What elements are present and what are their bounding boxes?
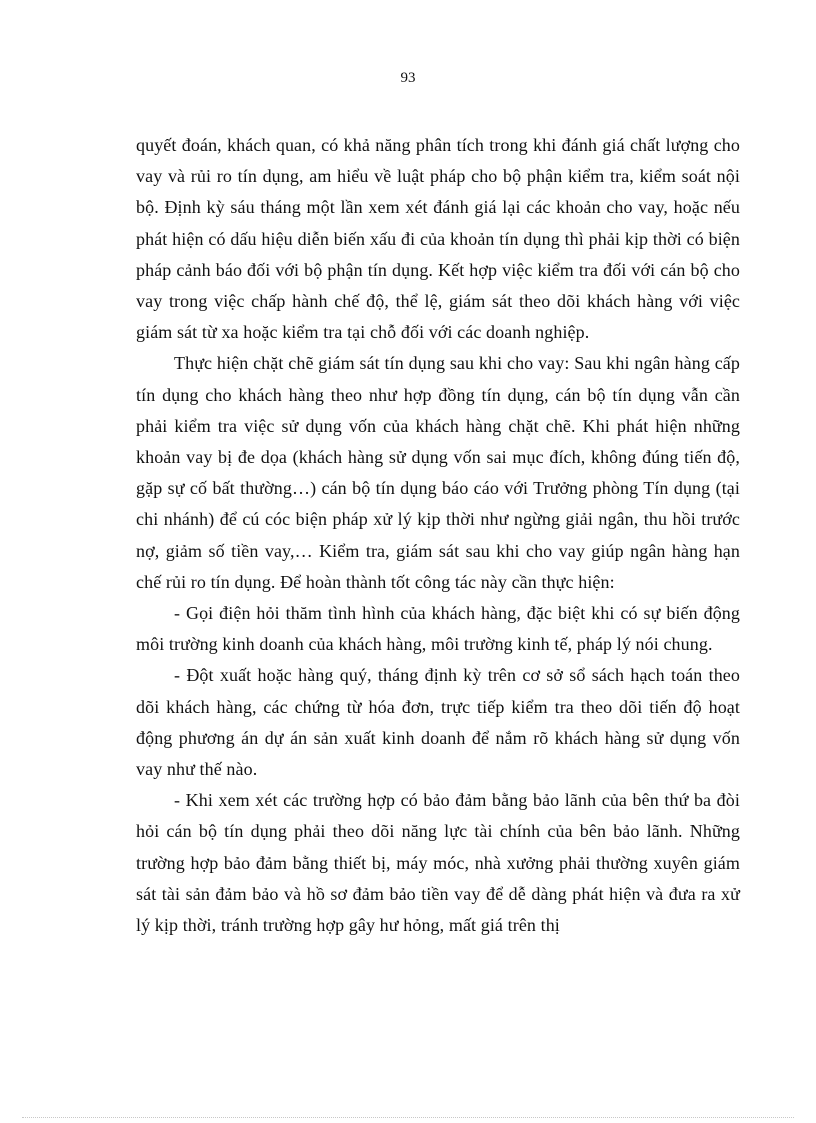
- list-item-guarantee-review: - Khi xem xét các trường hợp có bảo đảm bằng bảo lãnh của bên thứ ba đòi hỏi cán bộ tín dụng phải theo dõi năng lực tài chính của bên bảo lãnh. Những trường hợp bảo đảm bằng thiết bị, máy móc, nhà xưởng phải thường xuyên giám sát tài sản đảm bảo và hồ sơ đảm bảo tiền vay để dễ dàng phát hiện và đưa ra xử lý kịp thời, tránh trường hợp gây hư hỏng, mất giá trên thị: [136, 790, 740, 936]
- list-item-phone-check: - Gọi điện hỏi thăm tình hình của khách hàng, đặc biệt khi có sự biến động môi trường kinh doanh của khách hàng, môi trường kinh tế, pháp lý nói chung.: [136, 603, 740, 655]
- document-body: [136, 130, 740, 941]
- paragraph-credit-monitoring: Thực hiện chặt chẽ giám sát tín dụng sau khi cho vay: Sau khi ngân hàng cấp tín dụng cho khách hàng theo như hợp đồng tín dụng, cán bộ tín dụng vẫn cần phải kiểm tra việc sử dụng vốn của khách hàng chặt chẽ. Khi phát hiện những khoản vay bị đe dọa (khách hàng sử dụng vốn sai mục đích, không đúng tiến độ, gặp sự cố bất thường…) cán bộ tín dụng báo cáo với Trưởng phòng Tín dụng (tại chi nhánh) để cú cóc biện pháp xử lý kịp thời như ngừng giải ngân, thu hồi trước nợ, giảm số tiền vay,… Kiểm tra, giám sát sau khi cho vay giúp ngân hàng hạn chế rủi ro tín dụng. Để hoàn thành tốt công tác này cần thực hiện:: [136, 353, 740, 592]
- page-number: 93: [400, 70, 416, 86]
- paragraph-continuation: quyết đoán, khách quan, có khả năng phân tích trong khi đánh giá chất lượng cho vay và rủi ro tín dụng, am hiểu về luật pháp cho bộ phận kiểm tra, kiểm soát nội bộ. Định kỳ sáu tháng một lần xem xét đánh giá lại các khoản cho vay, hoặc nếu phát hiện có dấu hiệu diễn biến xấu đi của khoản tín dụng thì phải kịp thời có biện pháp cảnh báo đối với bộ phận tín dụng. Kết hợp việc kiểm tra đối với cán bộ cho vay trong việc chấp hành chế độ, thể lệ, giám sát theo dõi khách hàng với việc giám sát từ xa hoặc kiểm tra tại chỗ đối với các doanh nghiệp.: [136, 135, 740, 343]
- page-bottom-divider: [22, 1117, 794, 1118]
- list-item-periodic-inspection: - Đột xuất hoặc hàng quý, tháng định kỳ trên cơ sở sổ sách hạch toán theo dõi khách hàng, các chứng từ hóa đơn, trực tiếp kiểm tra theo dõi tiến độ hoạt động phương án dự án sản xuất kinh doanh để nắm rõ khách hàng sử dụng vốn vay như thế nào.: [136, 665, 740, 780]
